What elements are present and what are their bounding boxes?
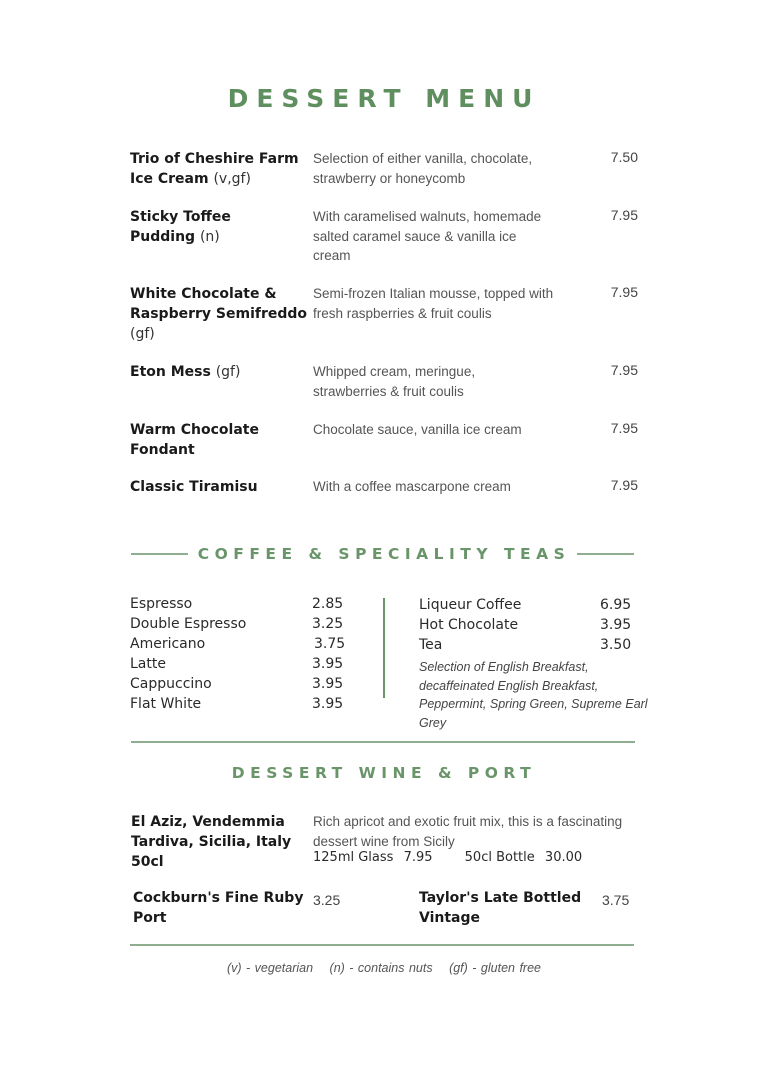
legend-vegetarian: (v) - vegetarian [226, 961, 314, 975]
section-divider [130, 944, 634, 946]
page-title: DESSERT MENU [227, 84, 541, 113]
coffee-price: 3.50 [600, 637, 632, 653]
wine-description: Rich apricot and exotic fruit mix, this is a fascinating dessert wine from Sicily [313, 814, 623, 849]
coffee-item: Espresso 2.85 [130, 596, 344, 612]
legend-gluten-free: (gf) - gluten free [449, 961, 541, 975]
bottle-label: 50cl Bottle [464, 850, 535, 865]
coffee-price: 3.75 [314, 636, 346, 652]
wine-section-heading: DESSERT WINE & PORT [231, 764, 537, 782]
dietary-tag: (v,gf) [213, 171, 251, 187]
dessert-name: Classic Tiramisu [130, 479, 258, 495]
wine-serving-sizes [313, 850, 582, 865]
glass-price: 7.95 [403, 850, 433, 865]
dessert-price: 7.50 [610, 149, 638, 165]
coffee-price: 6.95 [600, 597, 632, 613]
bottle-price: 30.00 [544, 850, 583, 865]
legend-nuts: (n) - contains nuts [329, 961, 433, 975]
dessert-name: White Chocolate & Raspberry Semifreddo (gf) [130, 286, 308, 342]
coffee-item: Tea 3.50 [419, 637, 632, 653]
dessert-description: Whipped cream, meringue, strawberries & fruit coulis [313, 364, 476, 399]
coffee-price: 3.95 [312, 676, 344, 692]
coffee-price: 3.25 [312, 616, 344, 632]
dessert-description: With caramelised walnuts, homemade salted caramel sauce & vanilla ice cream [313, 209, 542, 263]
dietary-tag: (gf) [130, 326, 155, 342]
section-divider [131, 741, 635, 743]
port-price: 3.75 [602, 892, 630, 908]
column-divider [383, 598, 385, 698]
coffee-item: Latte 3.95 [130, 656, 344, 672]
dietary-tag: (n) [199, 229, 220, 245]
dietary-tag: (gf) [215, 364, 241, 380]
dessert-name: Warm Chocolate Fondant [130, 422, 259, 458]
dessert-description: Selection of either vanilla, chocolate, strawberry or honeycomb [313, 151, 533, 186]
coffee-item: Flat White 3.95 [130, 696, 344, 712]
coffee-item: Cappuccino 3.95 [130, 676, 344, 692]
coffee-price: 2.85 [312, 596, 344, 612]
dessert-price: 7.95 [610, 420, 638, 436]
dessert-description: Semi-frozen Italian mousse, topped with fresh raspberries & fruit coulis [313, 286, 554, 321]
dessert-name: Sticky Toffee Pudding (n) [130, 209, 231, 245]
coffee-item: Americano 3.75 [130, 636, 346, 652]
port-price: 3.25 [313, 892, 341, 908]
glass-label: 125ml Glass [313, 850, 394, 865]
dessert-price: 7.95 [610, 284, 638, 300]
coffee-item: Double Espresso 3.25 [130, 616, 344, 632]
dessert-price: 7.95 [610, 207, 638, 223]
coffee-list-left [130, 594, 345, 714]
coffee-list-right [419, 595, 634, 655]
port-name: Cockburn's Fine Ruby Port [133, 890, 304, 926]
dessert-name: Trio of Cheshire Farm Ice Cream (v,gf) [130, 151, 299, 187]
tea-selection-note: Selection of English Breakfast, decaffeinated English Breakfast, Peppermint, Spring Green, Supreme Earl Grey [419, 660, 648, 730]
dessert-name: Eton Mess (gf) [130, 364, 241, 380]
coffee-price: 3.95 [312, 696, 344, 712]
dessert-description: With a coffee mascarpone cream [313, 479, 511, 494]
coffee-item: Hot Chocolate 3.95 [419, 617, 632, 633]
coffee-section-heading: COFFEE & SPECIALITY TEAS [197, 545, 571, 563]
dietary-legend [0, 961, 768, 975]
dessert-price: 7.95 [610, 477, 638, 493]
dessert-price: 7.95 [610, 362, 638, 378]
dessert-description: Chocolate sauce, vanilla ice cream [313, 422, 522, 437]
coffee-price: 3.95 [312, 656, 344, 672]
port-name: Taylor's Late Bottled Vintage [419, 890, 582, 926]
wine-name: El Aziz, Vendemmia Tardiva, Sicilia, Italy 50cl [131, 814, 292, 870]
coffee-price: 3.95 [600, 617, 632, 633]
coffee-item: Liqueur Coffee 6.95 [419, 597, 632, 613]
